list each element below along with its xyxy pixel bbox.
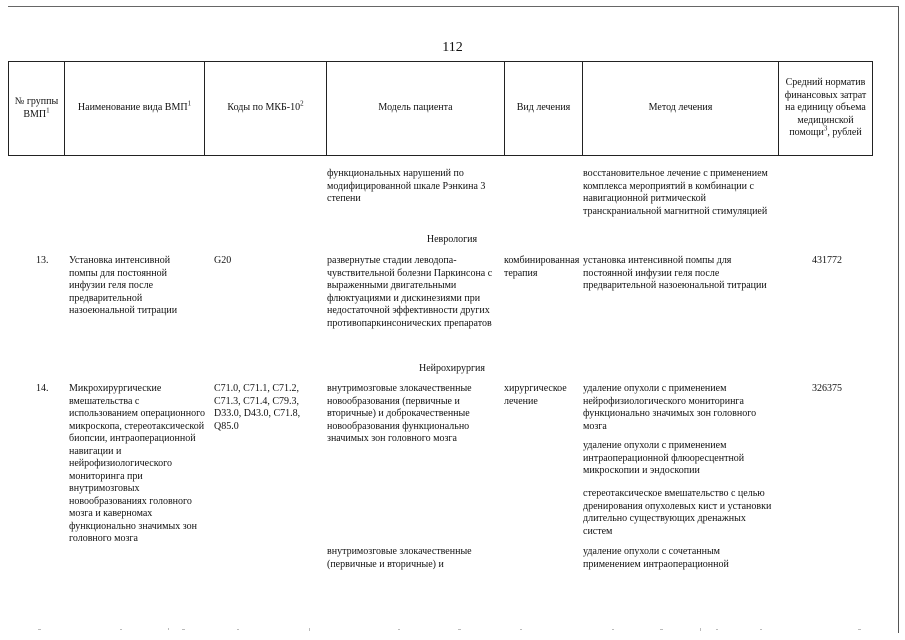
header-treatment-type: Вид лечения [505, 62, 583, 156]
header-group-number: № группы ВМП$^1$ [9, 62, 65, 156]
treatment-type: комбинированная терапия [504, 255, 580, 279]
treatment-method: удаление опухоли с применением интраоперационной флюоресцентной микроскопии и эндоскопии [583, 440, 745, 476]
table-header [8, 61, 873, 156]
section-title-neurosurgery: Нейрохирургия [418, 363, 486, 374]
vmp-name: Установка интенсивной помпы для постоянной инфузии геля после предварительной назоеюнальной титрации [69, 255, 178, 316]
row-number: 14. [36, 383, 49, 394]
header-patient-model: Модель пациента [327, 62, 505, 156]
header-icd-codes: Коды по МКБ-$10^2$ [205, 62, 327, 156]
icd-codes: G20 [214, 255, 232, 266]
treatment-type: хирургическое лечение [504, 383, 567, 407]
header-treatment-method: Метод лечения [583, 62, 779, 156]
treatment-method: установка интенсивной помпы для постоянной инфузии геля после предварительной назоеюнальной титрации [583, 255, 767, 291]
treatment-method: стереотаксическое вмешательство с целью дренирования опухолевых кист и установки длительно существующих дренажных систем [583, 488, 772, 537]
average-cost: 431772 [812, 255, 842, 266]
continuation-patient-model: функциональных нарушений по модифицированной шкале Рэнкина 3 степени [327, 168, 486, 204]
continuation-treatment-method: восстановительное лечение с применением комплекса мероприятий в комбинации с навигационной ритмической транскраниальной магнитной стимуляцией [583, 168, 768, 217]
icd-codes: C71.0, C71.1, C71.2, C71.3, C71.4, C79.3, D33.0, D43.0, C71.8, Q85.0 [214, 383, 301, 432]
patient-model: внутримозговые злокачественные (первичные и вторичные) и [327, 546, 472, 570]
row-number: 13. [36, 255, 49, 266]
page-number: 112 [442, 40, 463, 55]
section-title-neurology: Неврология [426, 234, 478, 245]
patient-model: развернутые стадии леводопа-чувствительной болезни Паркинсона с выраженными двигательными флюктуациями и дискинезиями при недостаточной эффективности других противопаркинсонических препаратов [327, 255, 493, 329]
patient-model: внутримозговые злокачественные новообразования (первичные и вторичные) и доброкачественные новообразования функционально значимых зон головного мозга [327, 383, 472, 444]
header-average-cost: Средний норматив финансовых затрат на единицу объема медицинской помощи$^3$, рублей [779, 62, 873, 156]
header-vmp-name: Наименование вида ВМП$^1$ [65, 62, 205, 156]
treatment-method: удаление опухоли с применением нейрофизиологического мониторинга функционально значимых зон головного мозга [583, 383, 757, 432]
vmp-name: Микрохирургические вмешательства с использованием операционного микроскопа, стереотаксической биопсии, интраоперационной навигации и нейрофизиологического мониторинга при внутримозговых новообразованиях головного мозга и каверномах функционально значимых зон головного мозга [69, 383, 205, 544]
average-cost: 326375 [812, 383, 842, 394]
scan-noise [0, 627, 905, 633]
treatment-method: удаление опухоли с сочетанным применением интраоперационной [583, 546, 729, 570]
